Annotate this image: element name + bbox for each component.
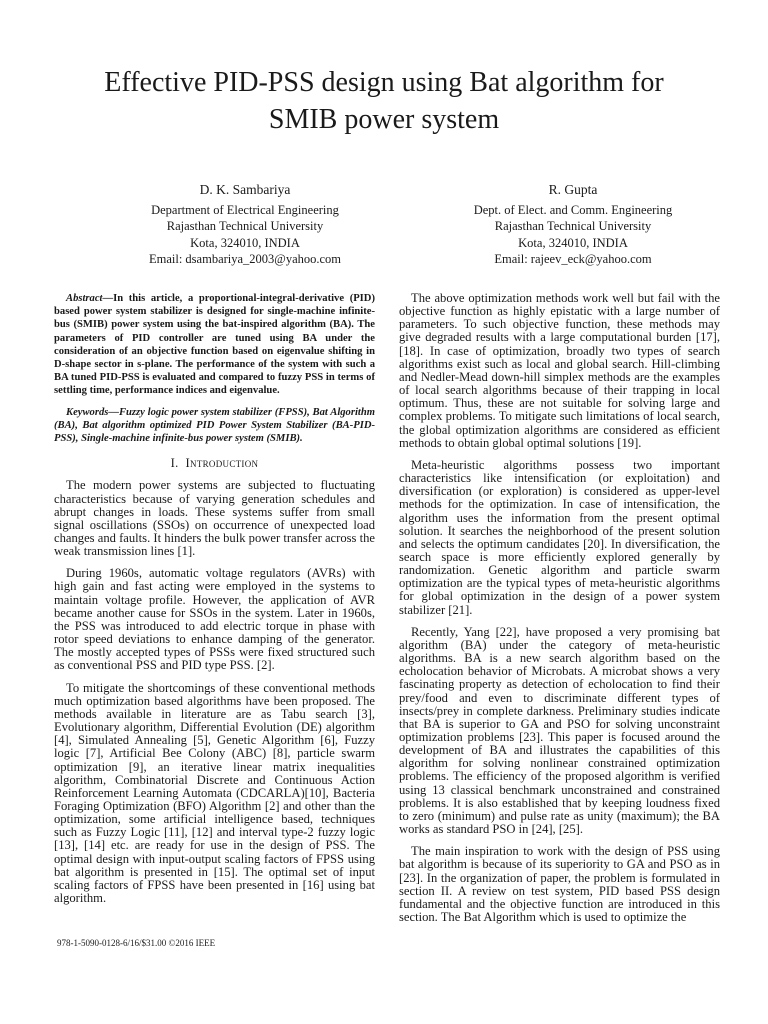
author-department: Dept. of Elect. and Comm. Engineering xyxy=(473,203,673,218)
keywords xyxy=(54,406,375,446)
author-name: D. K. Sambariya xyxy=(199,182,291,197)
paper-title xyxy=(40,64,728,138)
body-paragraph: The modern power systems are subjected to fluctuating characteristics because of varying generation schedules and abrupt changes in loads. These systems suffer from small signal oscillations (SSOs) on occurrence of unexpected load changes and faults. It hinders the bulk power transfer across the weak transmission lines [1]. xyxy=(54,478,375,559)
author-location: Kota, 324010, INDIA xyxy=(518,235,628,250)
left-column xyxy=(54,292,375,914)
copyright-footer: 978-1-5090-0128-6/16/$31.00 ©2016 IEEE xyxy=(57,938,216,948)
section-number: I. xyxy=(170,456,179,471)
keywords-text: —Fuzzy logic power system stabilizer (FPSS), Bat Algorithm (BA), Bat algorithm optimized PID Power System Stabilizer (BA-PID-PSS), Single-machine infinite-bus power system (SMIB). xyxy=(54,406,375,445)
body-paragraph: The above optimization methods work well but fail with the objective function as highly epistatic with a large number of parameters. To such objective function, these methods may give degraded results with a large computational burden [17], [18]. In case of optimization, broadly two types of search algorithms exist such as local and global search. Hill-climbing and Nedler-Mead down-hill simplex methods are the examples of local search algorithms because of their trapping in local optimum. Thus, these are not suitable for solving large and complex problems. To mitigate such limitations of local search, the global optimization algorithms are considered as efficient methods to obtain global optimal solutions [19]. xyxy=(399,291,720,450)
body-paragraph: Recently, Yang [22], have proposed a very promising bat algorithm (BA) under the category of meta-heuristic algorithms. BA is a new search algorithm based on the echolocation behavior of Microbats. A microbat shows a very fascinating property as detection of echolocation to find their prey/food and even to discriminate different types of insects/prey in complete darkness. Preliminary studies indicate that BA is superior to GA and PSO for solving unconstraint optimization problems [23]. This paper is focused around the development of BA and illustrates the capabilities of this algorithm for solving nonlinear constrained optimization problems. The efficiency of the proposed algorithm is verified using 13 classical benchmark unconstrained and constrained problems. It is also established that by keeping loudness fixed to zero (minimum) and pulse rate as unity (maximum); the BA works as standard PSO in [24], [25]. xyxy=(399,624,720,837)
abstract-lead: Abstract xyxy=(66,293,103,304)
title-line-2: SMIB power system xyxy=(268,104,500,135)
author-email: Email: rajeev_eck@yahoo.com xyxy=(494,251,652,266)
body-paragraph: To mitigate the shortcomings of these conventional methods much optimization based algorithms have been proposed. The methods available in literature are as Tabu search [3], Evolutionary algorithm, Differential Evolution (DE) algorithm [4], Simulated Annealing [5], Genetic Algorithm [6], Fuzzy logic [7], Artificial Bee Colony (ABC) [8], particle swarm optimization [9], an iterative linear matrix inequalities algorithm, Combinatorial Discrete and Continuous Action Reinforcement Learning Automata (CDCARLA)[10], Bacteria Foraging Optimization (BFO) Algorithm [2] and other than the optimization, some artificial intelligence based, techniques such as Fuzzy Logic [11], [12] and interval type-2 fuzzy logic [13], [14] etc. are ready for use in the design of PSS. The optimal design with input-output scaling factors of FPSS using bat algorithm is presented in [15]. The optimal set of input scaling factors of FPSS have been presented in [16] using bat algorithm. xyxy=(54,680,375,906)
body-paragraph: Meta-heuristic algorithms possess two important characteristics like intensification (or exploitation) and diversification (or exploration) is considered as upper-level methods for the optimization. In case of intensification, the algorithm uses the information from the present optimal solution. It searches the neighborhood of the present solution and selects the optimum candidates [20]. In diversification, the search space is more efficiently explored generally by randomization. Genetic algorithm and particle swarm optimization are the typical types of meta-heuristic algorithms for global optimization in the design of a power system stabilizer [21]. xyxy=(399,457,720,617)
author-block-1 xyxy=(95,182,395,267)
author-name: R. Gupta xyxy=(548,182,598,197)
section-title: Introduction xyxy=(185,456,259,471)
author-university: Rajasthan Technical University xyxy=(166,219,324,234)
keywords-lead: Keywords xyxy=(66,406,109,418)
section-heading xyxy=(54,457,375,470)
right-column xyxy=(399,292,720,933)
author-department: Department of Electrical Engineering xyxy=(151,203,339,218)
abstract xyxy=(54,292,375,398)
author-university: Rajasthan Technical University xyxy=(494,219,652,234)
body-paragraph: During 1960s, automatic voltage regulators (AVRs) with high gain and fast acting were employed in the systems to maintain voltage profile. However, the application of AVR became another cause for SSOs in the system. Later in 1960s, the PSS was introduced to add electric torque in phase with rotor speed deviations to enhance damping of the generator. The mostly accepted types of PSSs were fixed structured such as conventional PSS and PID type PSS. [2]. xyxy=(54,566,375,673)
author-block-2 xyxy=(423,182,723,267)
author-email: Email: dsambariya_2003@yahoo.com xyxy=(148,251,342,266)
author-location: Kota, 324010, INDIA xyxy=(190,235,300,250)
title-line-1: Effective PID-PSS design using Bat algorithm for xyxy=(104,67,664,98)
body-paragraph: The main inspiration to work with the design of PSS using bat algorithm is because of its superiority to GA and PSO as in [23]. In the organization of paper, the problem is formulated in section II. A review on test system, PID based PSS design fundamental and the objective function are introduced in this section. The Bat Algorithm which is used to optimize the xyxy=(399,844,720,925)
abstract-text: —In this article, a proportional-integral-derivative (PID) based power system stabilizer is designed for single-machine infinite-bus (SMIB) power system using the bat-inspired algorithm (BA). The parameters of PID controller are tuned using BA under the consideration of an objective function based on eigenvalue shifting in D-shape sector in s-plane. The performance of the system with such a BA tuned PID-PSS is evaluated and compared to fuzzy PSS in terms of settling time, performance indices and eigenvalue. xyxy=(54,293,375,397)
